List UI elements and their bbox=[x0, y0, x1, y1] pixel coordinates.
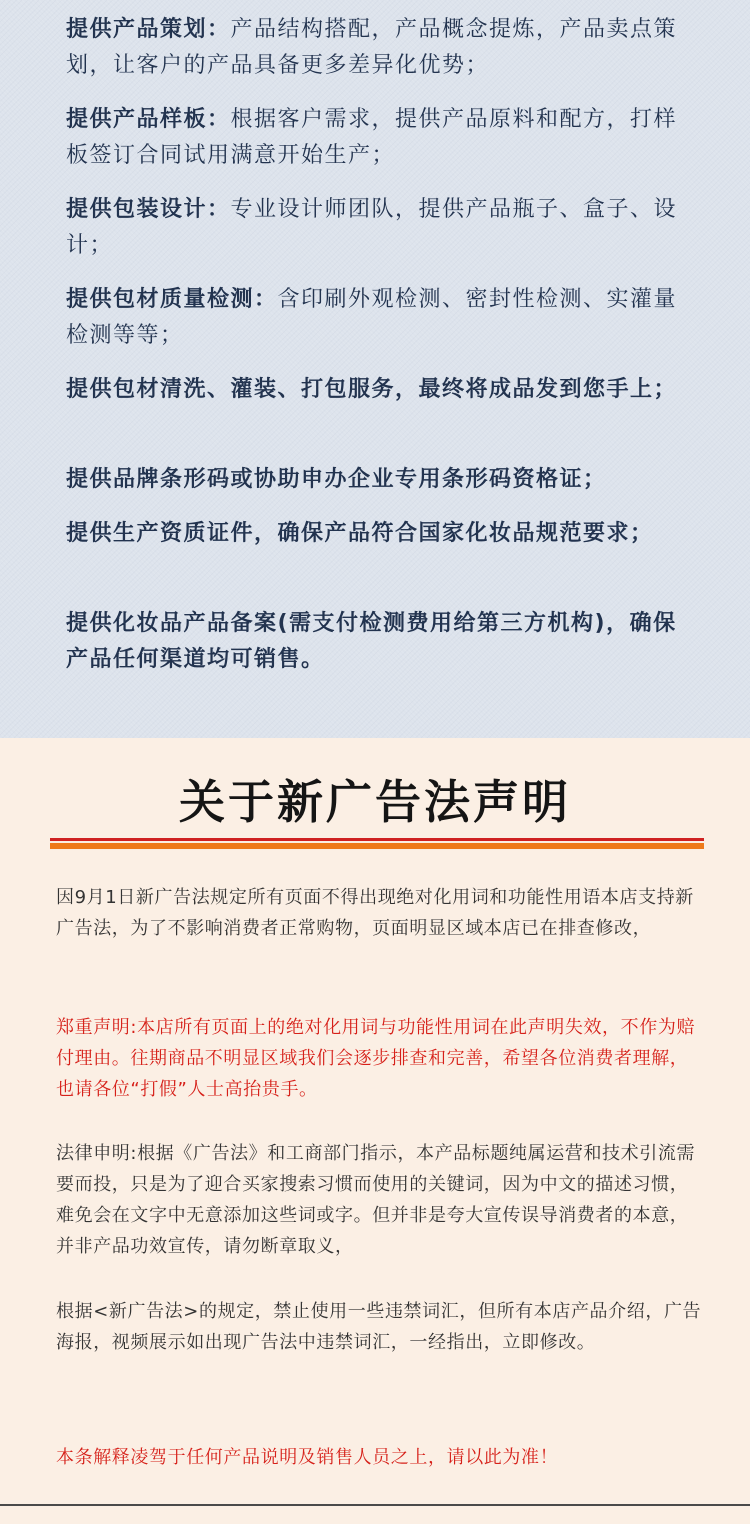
bottom-divider bbox=[0, 1504, 750, 1506]
service-item-quality-testing bbox=[66, 282, 698, 354]
solemn-statement-paragraph: 郑重声明:本店所有页面上的绝对化用词与功能性用词在此声明失效，不作为赔付理由。往期商品不明显区域我们会逐步排查和完善，希望各位消费者理解，也请各位“打假”人士高抬贵手。 bbox=[56, 1017, 696, 1100]
notice-title: 关于新广告法声明 bbox=[179, 775, 571, 829]
ad-law-notice-section bbox=[0, 738, 750, 1524]
service-text: 提供化妆品产品备案(需支付检测费用给第三方机构)，确保产品任何渠道均可销售。 bbox=[66, 611, 677, 672]
service-label: 提供包材质量检测： bbox=[66, 287, 278, 312]
legal-statement-paragraph: 法律申明:根据《广告法》和工商部门指示，本产品标题纯属运营和技术引流需要而投，只是为了迎合买家搜索习惯而使用的关键词，因为中文的描述习惯，难免会在文字中无意添加这些词或字。但并非是夸大宣传误导消费者的本意，并非产品功效宣传，请勿断章取义， bbox=[56, 1143, 696, 1257]
service-text: 提供包材清洗、灌装、打包服务，最终将成品发到您手上； bbox=[66, 377, 678, 402]
service-item-packaging-design bbox=[66, 192, 698, 264]
divider-red-line bbox=[50, 838, 704, 841]
service-item-qualification bbox=[66, 516, 698, 552]
service-item-product-sample bbox=[66, 102, 698, 174]
service-item-filling-packing bbox=[66, 372, 698, 408]
service-text: 提供品牌条形码或协助申办企业专用条形码资格证； bbox=[66, 467, 607, 492]
service-text: 含印刷外观检测、密封性检测、实灌量检测等等； bbox=[66, 287, 678, 348]
service-label: 提供产品样板： bbox=[66, 107, 231, 132]
service-label: 提供产品策划： bbox=[66, 17, 231, 42]
final-interpretation-paragraph: 本条解释凌驾于任何产品说明及销售人员之上，请以此为准！ bbox=[56, 1447, 559, 1468]
services-section bbox=[0, 0, 750, 738]
service-item-barcode bbox=[66, 462, 698, 498]
regulation-paragraph: 根据<新广告法>的规定，禁止使用一些违禁词汇，但所有本店产品介绍，广告海报，视频展示如出现广告法中违禁词汇，一经指出，立即修改。 bbox=[56, 1301, 702, 1353]
service-text: 提供生产资质证件，确保产品符合国家化妆品规范要求； bbox=[66, 521, 654, 546]
service-label: 提供包装设计： bbox=[66, 197, 231, 222]
title-divider bbox=[50, 838, 704, 850]
service-text: 根据客户需求，提供产品原料和配方，打样板签订合同试用满意开始生产； bbox=[66, 107, 678, 168]
service-text: 产品结构搭配，产品概念提炼，产品卖点策划，让客户的产品具备更多差异化优势； bbox=[66, 17, 678, 78]
service-text: 专业设计师团队，提供产品瓶子、盒子、设计； bbox=[66, 197, 678, 258]
notice-intro-paragraph: 因9月1日新广告法规定所有页面不得出现绝对化用词和功能性用语本店支持新广告法，为了不影响消费者正常购物，页面明显区域本店已在排查修改， bbox=[56, 887, 694, 939]
service-item-product-planning bbox=[66, 12, 698, 84]
divider-orange-line bbox=[50, 843, 704, 849]
service-item-filing bbox=[66, 606, 698, 678]
